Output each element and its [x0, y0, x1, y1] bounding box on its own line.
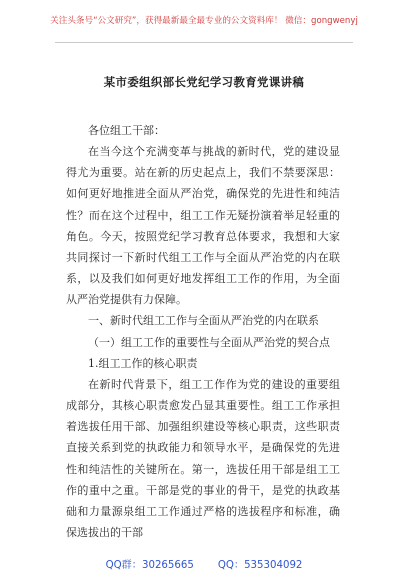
header-divider [55, 42, 353, 43]
section-heading-1: 一、新时代组工工作与全面从严治党的内在联系 [88, 314, 319, 328]
paragraph-intro: 在当今这个充满变革与挑战的新时代，党的建设显得尤为重要。站在新的历史起点上，我们不禁要深思：如何更好地推进全面从严治党，确保党的先进性和纯洁性？而在这个过程中，组工工作无疑扮演着举足轻重的角色。今天，按照党纪学习教育总体要求，我想和大家共同探讨一下新时代组工工作与全面从严治党的内在联系，以及我们如何更好地发挥组工工作的作用，为全面从严治党提供有力保障。 [66, 145, 340, 307]
salutation: 各位组工干部： [88, 124, 165, 137]
footer-qq-group: QQ群：30265665 [105, 560, 194, 571]
point-heading-1: 1.组工工作的核心职责 [88, 356, 198, 370]
subsection-heading-1: （一）组工工作的重要性与全面从严治党的契合点 [88, 335, 330, 349]
paragraph-core-duties: 在新时代背景下，组工工作作为党的建设的重要组成部分，其核心职责愈发凸显其重要性。组工工作承担着选拔任用干部、加强组织建设等核心职责，这些职责直接关系到党的执政能力和领导水平，是确保党的先进性和纯洁性的关键所在。第一，选拔任用干部是组工工作的重中之重。干部是党的事业的骨干，是党的执政基础和力量源泉组工工作通过严格的选拔程序和标准，确保选拔出的干部 [66, 377, 340, 539]
footer-contact [0, 556, 408, 571]
document-body [66, 120, 340, 543]
header-banner: 关注头条号“公文研究”，获得最新最全最专业的公文资料库！ 微信：gongwenyj [50, 16, 358, 26]
document-title: 某市委组织部长党纪学习教育党课讲稿 [103, 75, 305, 89]
footer-qq: QQ：535304092 [217, 560, 303, 571]
